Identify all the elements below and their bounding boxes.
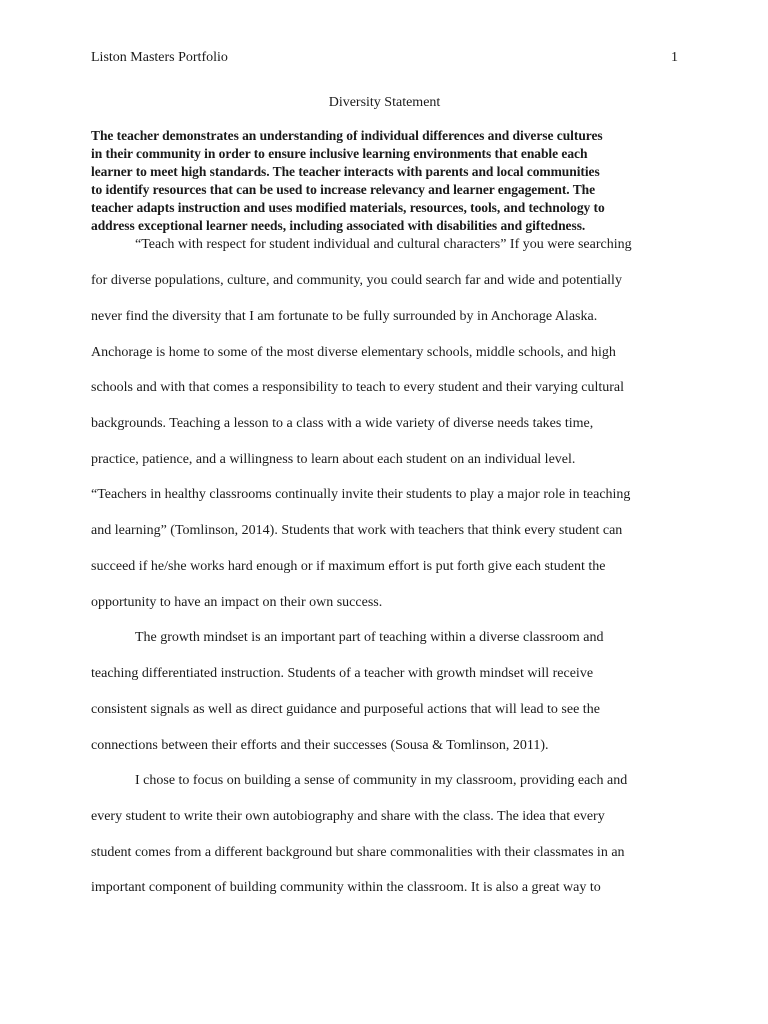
body-line: schools and with that comes a responsibility to teach to every student and their varying cultural <box>91 380 625 395</box>
body-line: connections between their efforts and their successes (Sousa & Tomlinson, 2011). <box>91 738 549 753</box>
standard-line: to identify resources that can be used to increase relevancy and learner engagement. The <box>91 182 596 197</box>
body-line: “Teach with respect for student individual and cultural characters” If you were searching <box>135 237 632 252</box>
body-line: opportunity to have an impact on their own success. <box>91 595 383 610</box>
standard-line: learner to meet high standards. The teacher interacts with parents and local communities <box>91 164 600 179</box>
standard-statement <box>91 127 681 235</box>
standard-line: address exceptional learner needs, including associated with disabilities and giftedness. <box>91 218 586 233</box>
body-line: never find the diversity that I am fortunate to be fully surrounded by in Anchorage Alaska. <box>91 309 598 324</box>
body-line: consistent signals as well as direct guidance and purposeful actions that will lead to see the <box>91 702 600 717</box>
body-line: backgrounds. Teaching a lesson to a class with a wide variety of diverse needs takes time, <box>91 416 594 431</box>
running-head: Liston Masters Portfolio <box>91 50 228 65</box>
body-line: and learning” (Tomlinson, 2014). Students that work with teachers that think every student can <box>91 523 623 538</box>
body-line: practice, patience, and a willingness to learn about each student on an individual level. <box>91 452 576 467</box>
page-header <box>91 48 678 68</box>
standard-line: teacher adapts instruction and uses modified materials, resources, tools, and technology to <box>91 200 605 215</box>
body-line: Anchorage is home to some of the most diverse elementary schools, middle schools, and high <box>91 345 616 360</box>
body-line: every student to write their own autobiography and share with the class. The idea that every <box>91 809 605 824</box>
page-number: 1 <box>671 50 678 65</box>
body-line: The growth mindset is an important part of teaching within a diverse classroom and <box>135 630 604 645</box>
body-line: I chose to focus on building a sense of community in my classroom, providing each and <box>135 773 628 788</box>
document-title: Diversity Statement <box>328 95 441 110</box>
body-line: important component of building community within the classroom. It is also a great way to <box>91 880 601 895</box>
body-line: “Teachers in healthy classrooms continually invite their students to play a major role in teaching <box>91 487 631 502</box>
body-line: succeed if he/she works hard enough or if maximum effort is put forth give each student the <box>91 559 606 574</box>
body-line: student comes from a different background but share commonalities with their classmates in an <box>91 845 625 860</box>
standard-line: in their community in order to ensure inclusive learning environments that enable each <box>91 146 588 161</box>
body-line: teaching differentiated instruction. Students of a teacher with growth mindset will receive <box>91 666 594 681</box>
standard-line: The teacher demonstrates an understanding of individual differences and diverse cultures <box>91 128 603 143</box>
body-line: for diverse populations, culture, and community, you could search far and wide and potentially <box>91 273 622 288</box>
